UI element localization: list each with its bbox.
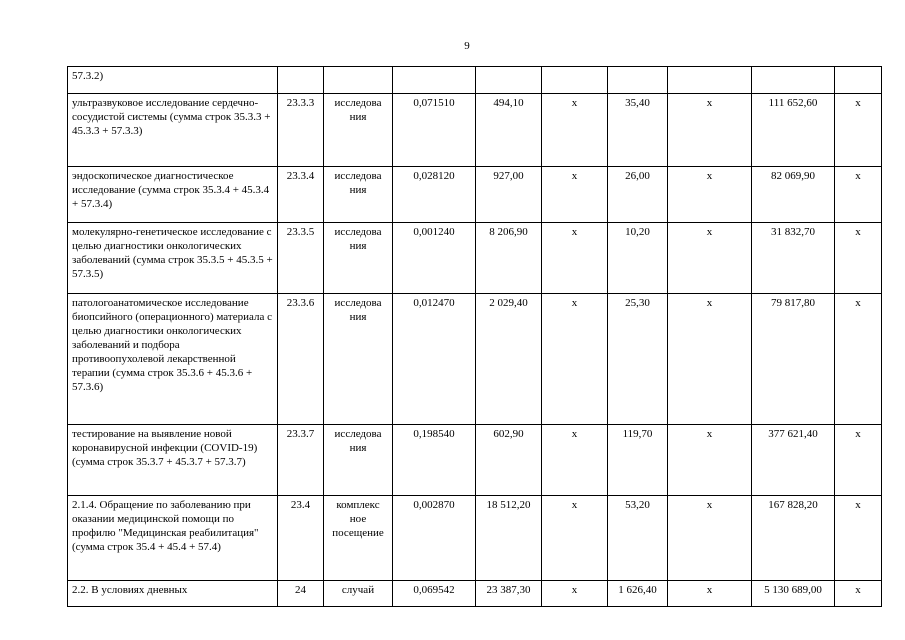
row-name: молекулярно-генетическое исследование с целью диагностики онкологических заболеваний (сумма строк 35.3.5 + 45.3.5 + 57.3.5) bbox=[68, 223, 278, 294]
table-row bbox=[68, 294, 882, 425]
row-norm: 0,002870 bbox=[393, 496, 476, 581]
row-col8: х bbox=[668, 94, 752, 167]
row-col9: 79 817,80 bbox=[752, 294, 835, 425]
row-col10: х bbox=[835, 94, 882, 167]
row-code: 23.3.4 bbox=[278, 167, 324, 223]
row-name: патологоанатомическое исследование биопсийного (операционного) материала с целью диагностики онкологических заболеваний и подбора противоопухолевой лекарственной терапии (сумма строк 35.3.6 + 45.3.6 + 57.3.6) bbox=[68, 294, 278, 425]
row-code: 23.3.3 bbox=[278, 94, 324, 167]
table-row bbox=[68, 496, 882, 581]
row-col8 bbox=[668, 67, 752, 94]
row-name: 57.3.2) bbox=[68, 67, 278, 94]
row-col8: х bbox=[668, 223, 752, 294]
row-code: 23.4 bbox=[278, 496, 324, 581]
row-code: 24 bbox=[278, 581, 324, 607]
row-col9: 377 621,40 bbox=[752, 425, 835, 496]
row-col6: х bbox=[542, 94, 608, 167]
row-col6: х bbox=[542, 425, 608, 496]
row-name: 2.1.4. Обращение по заболеванию при оказании медицинской помощи по профилю "Медицинская реабилитация" (сумма строк 35.4 + 45.4 + 57.4) bbox=[68, 496, 278, 581]
row-norm: 0,069542 bbox=[393, 581, 476, 607]
row-col7: 10,20 bbox=[608, 223, 668, 294]
row-col7: 53,20 bbox=[608, 496, 668, 581]
table-row bbox=[68, 167, 882, 223]
row-col6: х bbox=[542, 581, 608, 607]
row-col8: х bbox=[668, 581, 752, 607]
row-cost: 18 512,20 bbox=[476, 496, 542, 581]
row-col6: х bbox=[542, 223, 608, 294]
row-col6 bbox=[542, 67, 608, 94]
row-col7 bbox=[608, 67, 668, 94]
row-norm: 0,071510 bbox=[393, 94, 476, 167]
row-code: 23.3.5 bbox=[278, 223, 324, 294]
row-code: 23.3.6 bbox=[278, 294, 324, 425]
row-unit: случай bbox=[324, 581, 393, 607]
row-code: 23.3.7 bbox=[278, 425, 324, 496]
row-norm: 0,198540 bbox=[393, 425, 476, 496]
row-col6: х bbox=[542, 167, 608, 223]
row-col9: 31 832,70 bbox=[752, 223, 835, 294]
row-col7: 25,30 bbox=[608, 294, 668, 425]
row-col9: 5 130 689,00 bbox=[752, 581, 835, 607]
row-unit: комплекс ное посещение bbox=[324, 496, 393, 581]
row-col8: х bbox=[668, 496, 752, 581]
data-table bbox=[67, 66, 882, 607]
row-norm: 0,028120 bbox=[393, 167, 476, 223]
table-row bbox=[68, 67, 882, 94]
row-col9: 111 652,60 bbox=[752, 94, 835, 167]
row-cost bbox=[476, 67, 542, 94]
row-norm bbox=[393, 67, 476, 94]
page-number: 9 bbox=[464, 40, 470, 52]
row-col8: х bbox=[668, 294, 752, 425]
row-norm: 0,001240 bbox=[393, 223, 476, 294]
table-row bbox=[68, 223, 882, 294]
row-col10: х bbox=[835, 425, 882, 496]
row-name: тестирование на выявление новой коронавирусной инфекции (COVID-19) (сумма строк 35.3.7 + 45.3.7 + 57.3.7) bbox=[68, 425, 278, 496]
row-col7: 1 626,40 bbox=[608, 581, 668, 607]
row-col10: х bbox=[835, 167, 882, 223]
row-name: эндоскопическое диагностическое исследование (сумма строк 35.3.4 + 45.3.4 + 57.3.4) bbox=[68, 167, 278, 223]
row-col8: х bbox=[668, 167, 752, 223]
row-col9 bbox=[752, 67, 835, 94]
row-name: 2.2. В условиях дневных bbox=[68, 581, 278, 607]
row-unit: исследова ния bbox=[324, 167, 393, 223]
row-col6: х bbox=[542, 294, 608, 425]
row-cost: 8 206,90 bbox=[476, 223, 542, 294]
row-col7: 119,70 bbox=[608, 425, 668, 496]
row-col7: 35,40 bbox=[608, 94, 668, 167]
row-col10: х bbox=[835, 496, 882, 581]
row-cost: 2 029,40 bbox=[476, 294, 542, 425]
row-unit bbox=[324, 67, 393, 94]
row-col10 bbox=[835, 67, 882, 94]
row-col7: 26,00 bbox=[608, 167, 668, 223]
row-col10: х bbox=[835, 294, 882, 425]
row-col10: х bbox=[835, 223, 882, 294]
table-row bbox=[68, 581, 882, 607]
row-unit: исследова ния bbox=[324, 425, 393, 496]
row-code bbox=[278, 67, 324, 94]
row-unit: исследова ния bbox=[324, 94, 393, 167]
table-row bbox=[68, 425, 882, 496]
row-col8: х bbox=[668, 425, 752, 496]
row-col6: х bbox=[542, 496, 608, 581]
table-row bbox=[68, 94, 882, 167]
row-name: ультразвуковое исследование сердечно-сосудистой системы (сумма строк 35.3.3 + 45.3.3 + 57.3.3) bbox=[68, 94, 278, 167]
row-col10: х bbox=[835, 581, 882, 607]
row-col9: 82 069,90 bbox=[752, 167, 835, 223]
row-cost: 602,90 bbox=[476, 425, 542, 496]
row-unit: исследова ния bbox=[324, 223, 393, 294]
row-norm: 0,012470 bbox=[393, 294, 476, 425]
row-cost: 23 387,30 bbox=[476, 581, 542, 607]
row-cost: 494,10 bbox=[476, 94, 542, 167]
row-cost: 927,00 bbox=[476, 167, 542, 223]
row-col9: 167 828,20 bbox=[752, 496, 835, 581]
row-unit: исследова ния bbox=[324, 294, 393, 425]
